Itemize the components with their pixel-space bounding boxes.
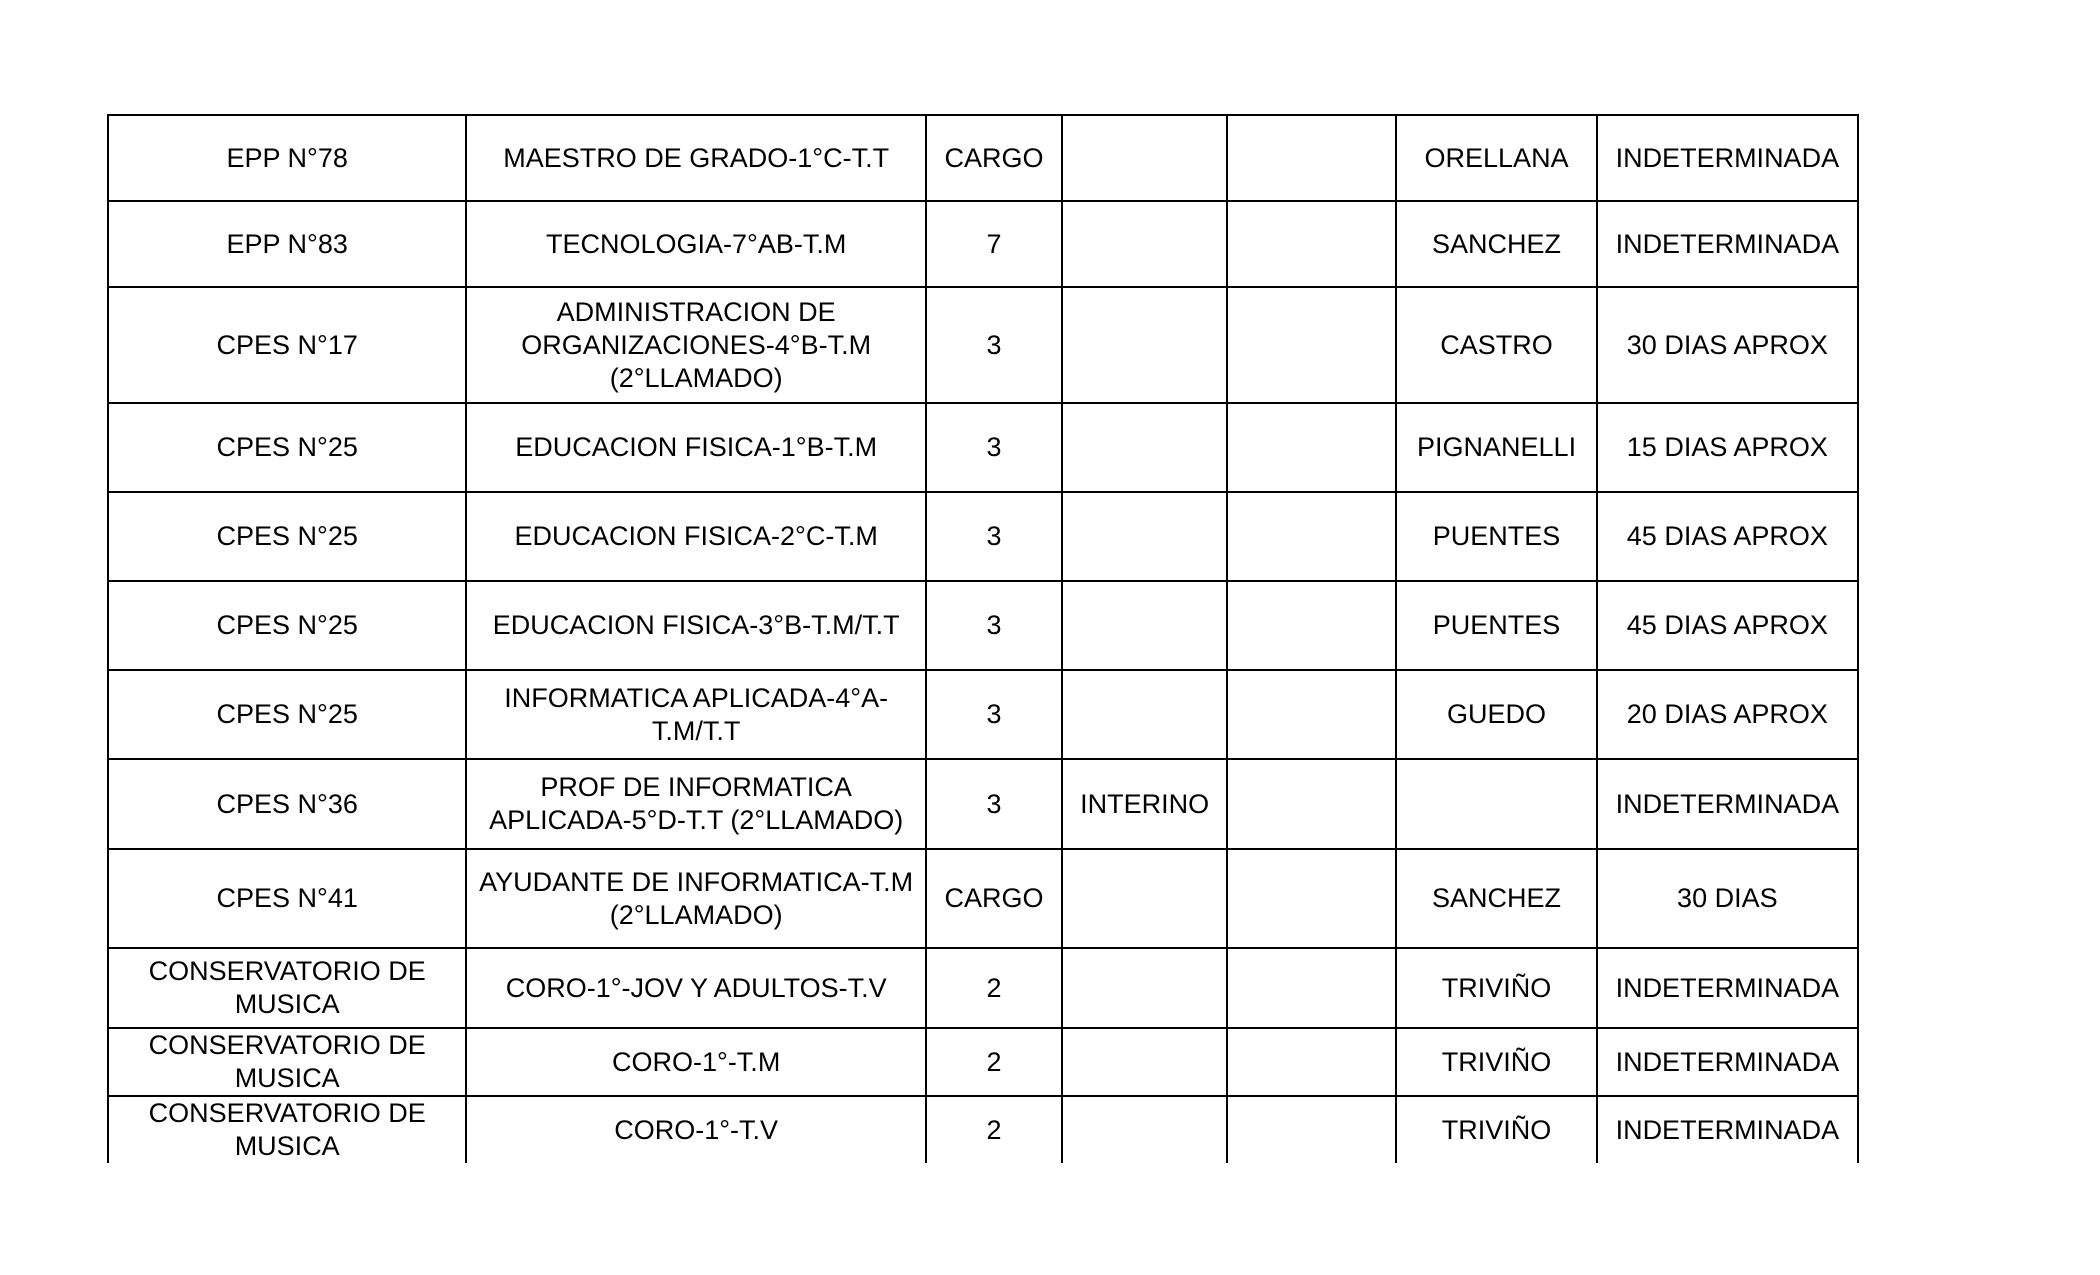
table-row (108, 1096, 1858, 1163)
cell-escuela: CPES N°17 (108, 287, 466, 403)
cell-extra (1227, 948, 1396, 1028)
cell-situacion (1062, 115, 1227, 201)
cell-extra (1227, 670, 1396, 759)
cell-escuela: CPES N°25 (108, 403, 466, 492)
cell-espacio: CORO-1°-JOV Y ADULTOS-T.V (466, 948, 926, 1028)
vacancy-table-body (108, 115, 1858, 1163)
cell-horas: 3 (926, 670, 1062, 759)
cell-situacion (1062, 201, 1227, 287)
table-row (108, 849, 1858, 948)
cell-espacio: AYUDANTE DE INFORMATICA-T.M (2°LLAMADO) (466, 849, 926, 948)
cell-horas: 3 (926, 581, 1062, 670)
table-row (108, 948, 1858, 1028)
cell-extra (1227, 849, 1396, 948)
cell-espacio: EDUCACION FISICA-3°B-T.M/T.T (466, 581, 926, 670)
cell-escuela: CPES N°25 (108, 581, 466, 670)
table-row (108, 403, 1858, 492)
cell-extra (1227, 1096, 1396, 1163)
cell-docente: ORELLANA (1396, 115, 1596, 201)
cell-horas: 2 (926, 1028, 1062, 1096)
cell-espacio: INFORMATICA APLICADA-4°A-T.M/T.T (466, 670, 926, 759)
cell-escuela: CPES N°41 (108, 849, 466, 948)
cell-escuela: CPES N°25 (108, 492, 466, 581)
cell-situacion: INTERINO (1062, 759, 1227, 849)
cell-duracion: INDETERMINADA (1597, 1028, 1858, 1096)
cell-espacio: PROF DE INFORMATICA APLICADA-5°D-T.T (2°LLAMADO) (466, 759, 926, 849)
cell-extra (1227, 403, 1396, 492)
cell-docente: PUENTES (1396, 492, 1596, 581)
cell-extra (1227, 115, 1396, 201)
cell-extra (1227, 581, 1396, 670)
cell-escuela: CPES N°25 (108, 670, 466, 759)
table-row (108, 201, 1858, 287)
vacancy-table (107, 114, 1859, 1163)
cell-duracion: INDETERMINADA (1597, 948, 1858, 1028)
cell-escuela: CONSERVATORIO DE MUSICA (108, 1028, 466, 1096)
cell-espacio: EDUCACION FISICA-1°B-T.M (466, 403, 926, 492)
cell-docente: TRIVIÑO (1396, 1028, 1596, 1096)
cell-situacion (1062, 287, 1227, 403)
cell-extra (1227, 759, 1396, 849)
cell-escuela: CONSERVATORIO DE MUSICA (108, 1096, 466, 1163)
cell-duracion: 45 DIAS APROX (1597, 492, 1858, 581)
table-row (108, 115, 1858, 201)
cell-extra (1227, 287, 1396, 403)
cell-docente: CASTRO (1396, 287, 1596, 403)
cell-horas: CARGO (926, 849, 1062, 948)
cell-situacion (1062, 492, 1227, 581)
cell-escuela: CPES N°36 (108, 759, 466, 849)
cell-escuela: EPP N°83 (108, 201, 466, 287)
cell-espacio: ADMINISTRACION DE ORGANIZACIONES-4°B-T.M (2°LLAMADO) (466, 287, 926, 403)
cell-situacion (1062, 948, 1227, 1028)
cell-docente: GUEDO (1396, 670, 1596, 759)
cell-docente: PUENTES (1396, 581, 1596, 670)
cell-horas: 2 (926, 948, 1062, 1028)
table-row (108, 581, 1858, 670)
cell-espacio: EDUCACION FISICA-2°C-T.M (466, 492, 926, 581)
cell-situacion (1062, 1028, 1227, 1096)
cell-duracion: 30 DIAS APROX (1597, 287, 1858, 403)
cell-extra (1227, 201, 1396, 287)
cell-horas: 3 (926, 492, 1062, 581)
cell-docente: TRIVIÑO (1396, 948, 1596, 1028)
cell-docente: SANCHEZ (1396, 201, 1596, 287)
cell-extra (1227, 492, 1396, 581)
table-row (108, 1028, 1858, 1096)
cell-duracion: INDETERMINADA (1597, 115, 1858, 201)
cell-duracion: INDETERMINADA (1597, 759, 1858, 849)
cell-duracion: 15 DIAS APROX (1597, 403, 1858, 492)
table-row (108, 492, 1858, 581)
cell-situacion (1062, 1096, 1227, 1163)
cell-duracion: 45 DIAS APROX (1597, 581, 1858, 670)
cell-docente: SANCHEZ (1396, 849, 1596, 948)
cell-horas: CARGO (926, 115, 1062, 201)
cell-espacio: CORO-1°-T.M (466, 1028, 926, 1096)
cell-escuela: EPP N°78 (108, 115, 466, 201)
cell-espacio: MAESTRO DE GRADO-1°C-T.T (466, 115, 926, 201)
cell-duracion: INDETERMINADA (1597, 1096, 1858, 1163)
cell-duracion: 20 DIAS APROX (1597, 670, 1858, 759)
cell-escuela: CONSERVATORIO DE MUSICA (108, 948, 466, 1028)
cell-extra (1227, 1028, 1396, 1096)
cell-docente: PIGNANELLI (1396, 403, 1596, 492)
table-row (108, 759, 1858, 849)
cell-horas: 7 (926, 201, 1062, 287)
cell-docente: TRIVIÑO (1396, 1096, 1596, 1163)
cell-duracion: 30 DIAS (1597, 849, 1858, 948)
cell-situacion (1062, 581, 1227, 670)
cell-horas: 3 (926, 287, 1062, 403)
cell-situacion (1062, 403, 1227, 492)
cell-espacio: TECNOLOGIA-7°AB-T.M (466, 201, 926, 287)
cell-duracion: INDETERMINADA (1597, 201, 1858, 287)
cell-situacion (1062, 670, 1227, 759)
cell-espacio: CORO-1°-T.V (466, 1096, 926, 1163)
table-row (108, 287, 1858, 403)
cell-horas: 2 (926, 1096, 1062, 1163)
table-row (108, 670, 1858, 759)
cell-horas: 3 (926, 403, 1062, 492)
cell-horas: 3 (926, 759, 1062, 849)
cell-situacion (1062, 849, 1227, 948)
cell-docente (1396, 759, 1596, 849)
